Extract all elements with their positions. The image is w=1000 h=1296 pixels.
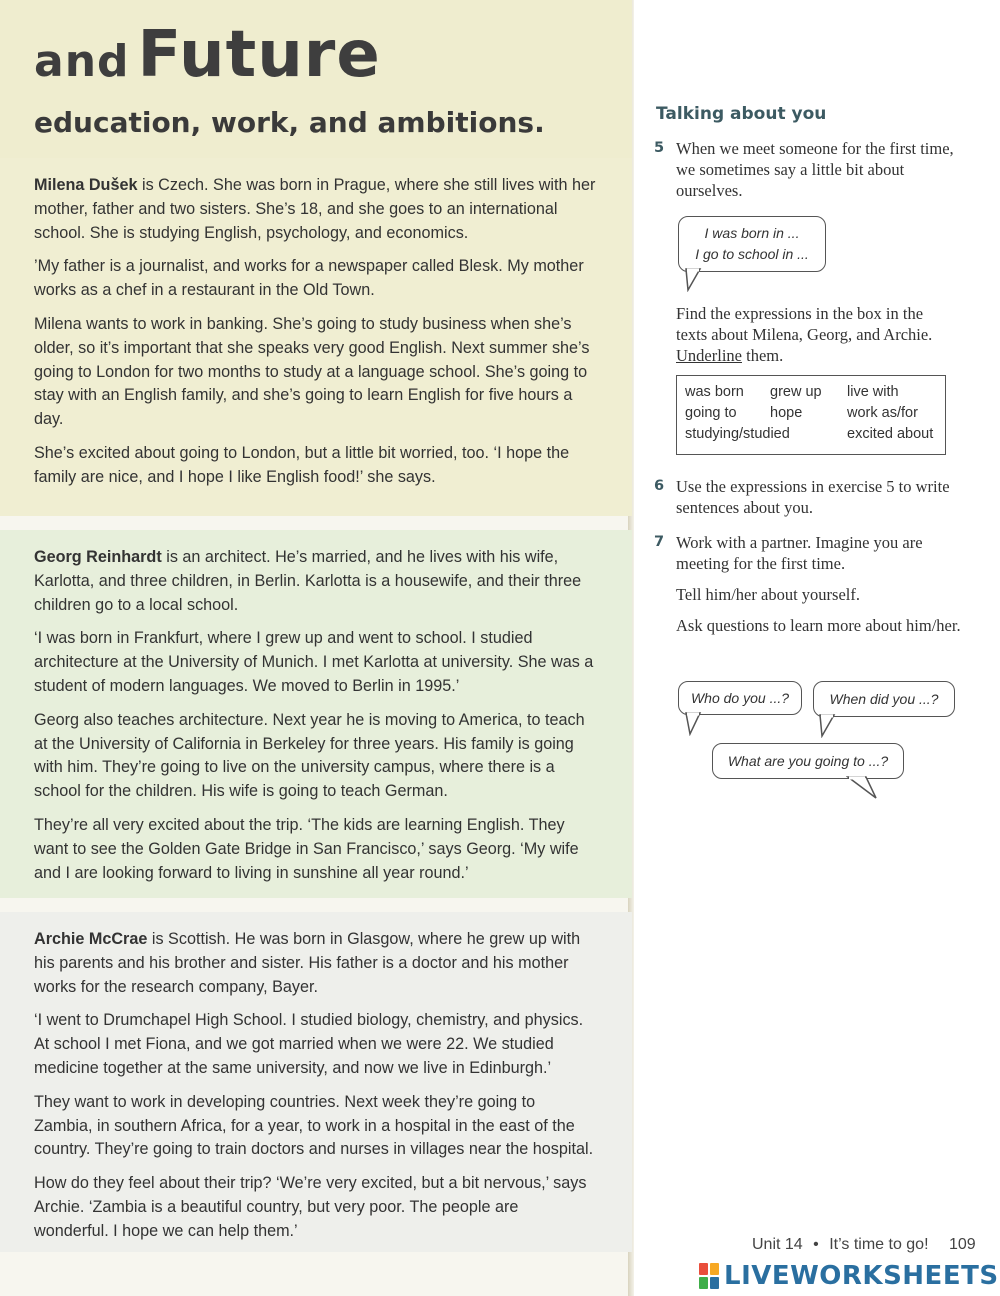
footer-bullet: • — [813, 1236, 819, 1253]
expr-going-to: going to — [685, 405, 737, 421]
exercise-6 — [654, 476, 972, 528]
exercise-5-instruction: Find the expressions in the box in the texts about Milena, Georg, and Archie. Underline them. — [676, 304, 933, 365]
page-number: 109 — [948, 1236, 976, 1253]
georg-intro: Georg Reinhardt is an architect. He’s married, and he lives with his wife, Karlotta, and three children, in Berlin. Karlotta is a housewife, and their three children go to a local school. — [34, 548, 582, 614]
expr-work-as: work as/for — [847, 405, 918, 421]
title-and: and — [34, 36, 130, 87]
header-band — [0, 0, 632, 158]
footer-unit-title: It’s time to go! — [829, 1236, 929, 1253]
speech-bubble-when: When did you ...? — [813, 681, 955, 717]
footer-unit: Unit 14 — [752, 1236, 803, 1253]
bubble-born-line-2: I go to school in ... — [695, 246, 809, 262]
talking-about-you-heading: Talking about you — [656, 104, 827, 124]
archie-paragraph-3: They want to work in developing countries. Next week they’re going to Zambia, in southern Africa, for a year, to work in a hospital in the east of the country. They’re going to train doctors and nurses in villages near the hospital. — [34, 1092, 594, 1159]
bubble-born-line-1: I was born in ... — [704, 225, 800, 241]
georg-paragraph-2: ‘I was born in Frankfurt, where I grew up and went to school. I studied architecture at the University of Munich. I met Karlotta at university. She was a student of modern languages. We moved to Berlin in 1995.’ — [34, 629, 594, 695]
speech-bubble-who: Who do you ...? — [678, 681, 802, 715]
expr-studying: studying/studied — [685, 426, 790, 442]
exercise-5-number: 5 — [654, 140, 665, 156]
exercise-7-text-2: Tell him/her about yourself. — [676, 585, 860, 604]
archie-paragraph-4: How do they feel about their trip? ‘We’re very excited, but a bit nervous,’ says Archie. ‘Zambia is a beautiful country, but very poor. The people are wonderful. I hope we can help them.’ — [34, 1174, 587, 1240]
expr-live-with: live with — [847, 384, 899, 400]
expressions-box — [676, 375, 946, 455]
milena-intro: Milena Dušek is Czech. She was born in Prague, where she still lives with her mother, father and two sisters. She’s 18, and she goes to an international school. She is studying English, psychology, and economics. — [34, 176, 596, 242]
georg-name: Georg Reinhardt — [34, 548, 162, 566]
liveworksheets-brand[interactable] — [698, 1258, 999, 1294]
georg-paragraph-4: They’re all very excited about the trip. ‘The kids are learning English. They want to see the Golden Gate Bridge in San Francisco,’ says Georg. ‘My wife and I are looking forward to living in sunshine all year round.’ — [34, 815, 579, 882]
milena-section — [0, 158, 632, 516]
archie-name: Archie McCrae — [34, 930, 148, 948]
exercise-7-number: 7 — [654, 534, 665, 550]
archie-section — [0, 912, 632, 1252]
exercise-5-text: When we meet someone for the first time, we sometimes say a little bit about ourselves. — [676, 139, 954, 200]
page-title — [34, 18, 381, 92]
bubble-what-tail — [846, 776, 880, 800]
georg-paragraph-3: Georg also teaches architecture. Next year he is moving to America, to teach at the University of California in Berkeley for three years. His family is going with him. They’re going to live on the university campus, where there is a school for the children. His wife is going to teach German. — [34, 710, 585, 801]
page-subtitle: education, work, and ambitions. — [34, 106, 545, 139]
exercise-6-text: Use the expressions in exercise 5 to write sentences about you. — [676, 477, 950, 517]
page-footer — [752, 1236, 976, 1254]
milena-paragraph-4: She’s excited about going to London, but a little bit worried, too. ‘I hope the family are nice, and I hope I like English food!’ she says. — [34, 443, 570, 486]
exercise-7-text-1: Work with a partner. Imagine you are meeting for the first time. — [676, 533, 923, 573]
exercise-6-number: 6 — [654, 478, 665, 494]
archie-paragraph-2: ‘I went to Drumchapel High School. I studied biology, chemistry, and physics. At school I met Fiona, and we got married when we were 22. We studied medicine together at the same university, and now we live in Edinburgh.’ — [34, 1011, 584, 1077]
bubble-who-tail — [684, 712, 708, 736]
expr-was-born: was born — [685, 384, 744, 400]
georg-section — [0, 530, 632, 898]
expr-excited-about: excited about — [847, 426, 934, 442]
exercise-7-text-3: Ask questions to learn more about him/her. — [676, 616, 961, 635]
archie-intro: Archie McCrae is Scottish. He was born in Glasgow, where he grew up with his parents and his brother and sister. His father is a doctor and his mother works for the research company, Bayer. — [34, 930, 581, 996]
expr-hope: hope — [770, 405, 803, 421]
milena-name: Milena Dušek — [34, 176, 138, 194]
milena-paragraph-2: ’My father is a journalist, and works for a newspaper called Blesk. My mother works as a chef in a restaurant in the Old Town. — [34, 257, 584, 300]
expr-grew-up: grew up — [770, 384, 822, 400]
milena-paragraph-3: Milena wants to work in banking. She’s going to study business when she’s older, so it’s important that she speaks very good English. Next summer she’s going to London for two months to study at a language school. She’s going to stay with an English family, and she’s going to learn English for five hours a day. — [34, 314, 590, 429]
liveworksheets-wordmark: LIVEWORKSHEETS — [724, 1261, 999, 1291]
liveworksheets-logo-icon — [698, 1262, 720, 1290]
exercise-7 — [654, 532, 972, 646]
speech-bubble-born — [678, 216, 826, 272]
title-future: Future — [137, 18, 381, 92]
bubble-when-tail — [818, 714, 842, 738]
bubble-born-tail — [684, 268, 708, 292]
speech-bubble-what: What are you going to ...? — [712, 743, 904, 779]
underline-word: Underline — [676, 346, 742, 365]
